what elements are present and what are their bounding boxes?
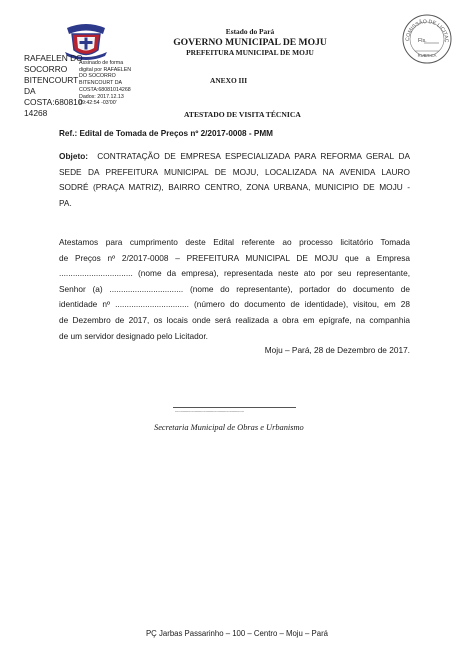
object-paragraph: Objeto: CONTRATAÇÃO DE EMPRESA ESPECIALIZADA PARA REFORMA GERAL DA SEDE DA PREFEITURA MUNICIPAL DE MOJU, LOCALIZADA NA AVENIDA LAURO SODRÉ (PRAÇA MATRIZ), BAIRRO CENTRO, ZONA URBANA, MUNICIPIO DE MOJU - PA. — [59, 151, 410, 208]
document-title: ATESTADO DE VISITA TÉCNICA — [184, 110, 301, 119]
object-label: Objeto: — [59, 151, 89, 161]
government-name: GOVERNO MUNICIPAL DE MOJU — [173, 37, 327, 48]
signatory-name: Secretaria Municipal de Obras e Urbanismo — [154, 423, 304, 432]
place-date: Moju – Pará, 28 de Dezembro de 2017. — [264, 345, 410, 355]
attestation-paragraph: Atestamos para cumprimento deste Edital referente ao processo licitatório Tomada de Preços nº 2/2017-0008 – PREFEITURA MUNICIPAL DE MOJU que a Empresa ................................ (nome da empresa), representada neste ato por seu representante, Senhor (a) ................................ (nome do representante), portador do documento de identidade nº ................................ (número do documento de identidade), visitou, em 28 de Dezembro de 2017, os locais onde será realizada a obra em epígrafe, na companhia de um servidor designado pelo Licitador. — [59, 237, 410, 341]
footer-address: PÇ Jarbas Passarinho – 100 – Centro – Moju – Pará — [145, 629, 329, 638]
stamp-fls-label: Fls. — [418, 38, 427, 44]
commission-stamp — [401, 13, 453, 65]
digital-signature-details: Assinado de forma digital por RAFAELEN DO SOCORRO BITENCOURT DA COSTA:68081014268 Dados: 2017.12.13 09:42:54 -03'00' — [79, 60, 132, 107]
reference-line: Ref.: Edital de Tomada de Preços nº 2/2017-0008 - PMM — [59, 129, 273, 138]
digital-signature-name: RAFAELEN DO SOCORRO BITENCOURT DA COSTA:680810 14268 — [24, 53, 83, 118]
prefecture-name: PREFEITURA MUNICIPAL DE MOJU — [186, 47, 314, 57]
state-name: Estado do Pará — [225, 27, 275, 36]
stamp-arc-text: COMISSÃO DE LICITAÇ — [404, 18, 450, 43]
annex-label: ANEXO III — [210, 76, 248, 85]
stamp-rubrica-label: RUBRICA — [417, 53, 437, 58]
signature-dots: ............................................................... — [175, 408, 244, 414]
